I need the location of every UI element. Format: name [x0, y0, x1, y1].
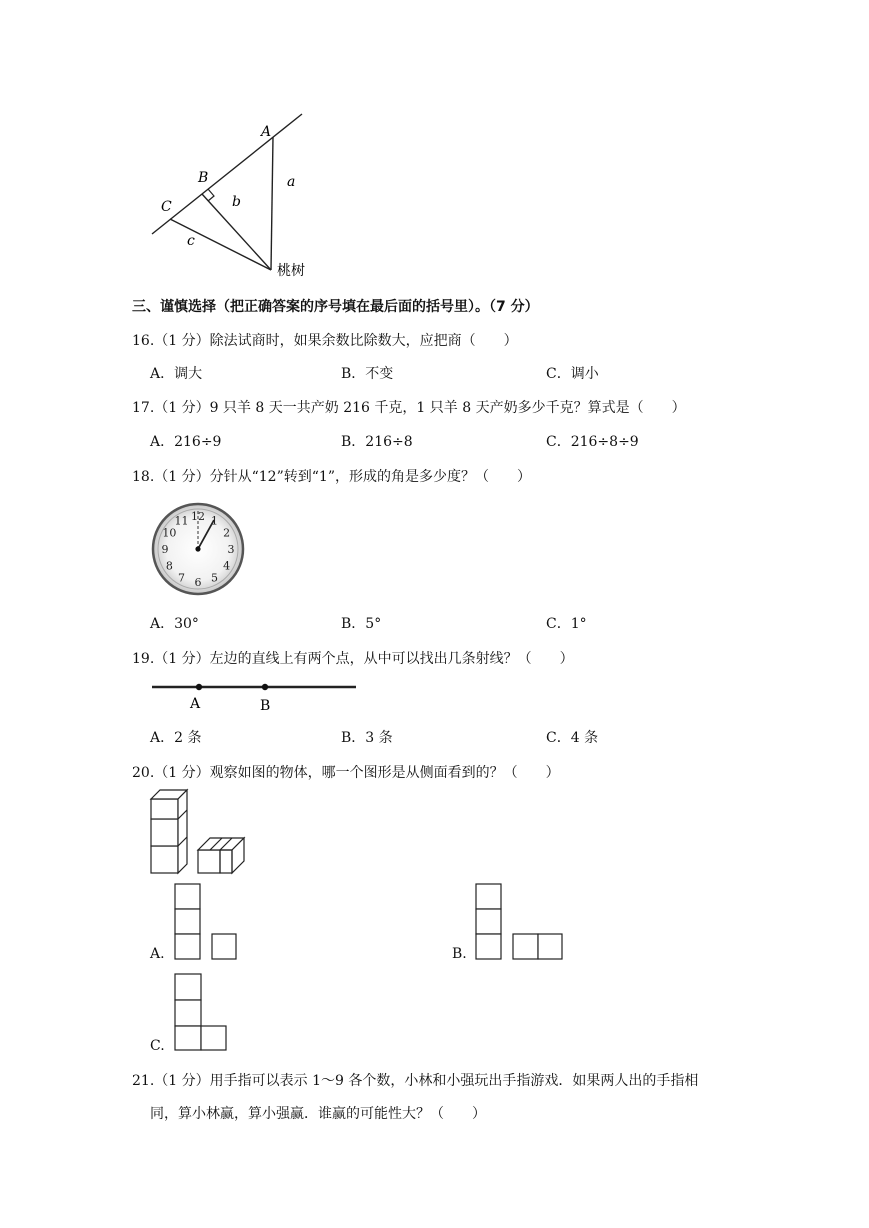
q19-option-a: A．2 条	[150, 730, 202, 746]
question-17: 17.（1 分）9 只羊 8 天一共产奶 216 千克，1 只羊 8 天产奶多少千克？算式是（ ）	[132, 400, 686, 416]
clock-number-1: 1	[211, 514, 218, 528]
q18-option-a: A．30°	[150, 616, 199, 632]
right-angle-mark	[208, 189, 214, 201]
clock-number-6: 6	[194, 576, 202, 589]
segment-c	[170, 219, 271, 270]
clock-center	[195, 546, 200, 551]
question-20: 20.（1 分）观察如图的物体，哪一个图形是从侧面看到的？（ ）	[132, 765, 560, 781]
q17-option-c: C．216÷8÷9	[546, 434, 639, 450]
label-C: C	[161, 199, 172, 215]
label-tree: 桃树	[277, 263, 305, 279]
clock-number-11: 11	[174, 514, 189, 528]
geometry-figure	[140, 105, 320, 285]
question-19: 19.（1 分）左边的直线上有两个点，从中可以找出几条射线？（ ）	[132, 651, 574, 667]
q20-option-c-figure	[172, 972, 230, 1054]
label-a: a	[287, 174, 296, 190]
q19-option-b: B．3 条	[341, 730, 393, 746]
q16-option-c: C．调小	[546, 366, 599, 382]
q20-option-a-figure	[172, 882, 240, 962]
clock-number-12: 12	[191, 510, 205, 523]
clock-number-7: 7	[178, 571, 185, 585]
cube-objects-figure	[148, 786, 250, 878]
label-b: b	[232, 194, 241, 210]
clock-number-9: 9	[161, 543, 169, 556]
q18-option-c: C．1°	[546, 616, 587, 632]
segment-a	[271, 137, 273, 270]
point-a-label: A	[190, 696, 201, 712]
clock-number-5: 5	[211, 571, 218, 585]
line-with-points-figure	[150, 678, 360, 718]
q20-option-b-letter: B.	[452, 946, 467, 962]
q16-option-b: B．不变	[341, 366, 394, 382]
point-a	[196, 684, 202, 690]
q20-option-b-figure	[473, 882, 565, 962]
q16-option-a: A．调大	[150, 366, 203, 382]
question-18: 18.（1 分）分针从“12”转到“1”，形成的角是多少度？（ ）	[132, 469, 531, 485]
clock-number-4: 4	[223, 559, 231, 573]
clock-number-2: 2	[223, 526, 231, 540]
q20-option-c-letter: C.	[150, 1038, 165, 1054]
question-16: 16.（1 分）除法试商时，如果余数比除数大，应把商（ ）	[132, 333, 518, 349]
clock-number-10: 10	[162, 526, 177, 540]
q18-option-b: B．5°	[341, 616, 382, 632]
clock-figure	[150, 502, 248, 600]
point-b	[262, 684, 268, 690]
question-21-line1: 21.（1 分）用手指可以表示 1～9 各个数，小林和小强玩出手指游戏．如果两人出的手指相	[132, 1073, 699, 1089]
point-b-label: B	[260, 698, 271, 714]
question-21-line2: 同，算小林赢，算小强赢．谁赢的可能性大？（ ）	[150, 1106, 486, 1122]
label-A: A	[261, 124, 272, 140]
clock-number-8: 8	[165, 559, 173, 573]
clock-number-3: 3	[227, 543, 235, 556]
q19-option-c: C．4 条	[546, 730, 599, 746]
label-c: c	[187, 233, 195, 249]
label-B: B	[198, 170, 209, 186]
section-heading: 三、谨慎选择（把正确答案的序号填在最后面的括号里）。（7 分）	[132, 299, 539, 315]
q17-option-a: A．216÷9	[150, 434, 222, 450]
long-line	[152, 114, 302, 234]
q17-option-b: B．216÷8	[341, 434, 413, 450]
q20-option-a-letter: A.	[150, 946, 165, 962]
